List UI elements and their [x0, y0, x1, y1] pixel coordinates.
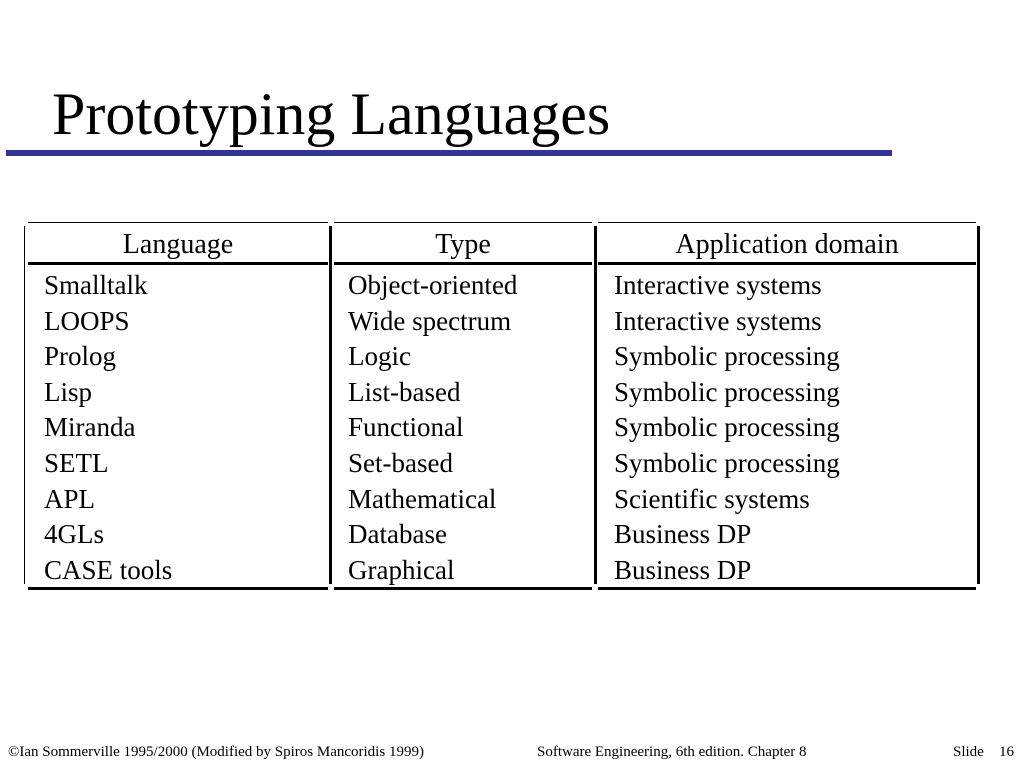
domain-cells — [598, 268, 976, 588]
cell-language: CASE tools — [44, 554, 173, 585]
column-divider — [594, 226, 597, 584]
cell-language: 4GLs — [44, 519, 104, 550]
cell-language: Miranda — [44, 412, 136, 443]
cell-type: Mathematical — [348, 483, 497, 514]
cell-domain: Scientific systems — [614, 483, 810, 514]
cell-type: List-based — [348, 376, 461, 407]
header-rule — [28, 262, 328, 265]
slide-title: Prototyping Languages — [52, 81, 611, 147]
footer-slide-label: Slide — [953, 744, 984, 760]
cell-language: Smalltalk — [44, 270, 148, 300]
cell-type: Object-oriented — [348, 270, 518, 300]
cell-language: Lisp — [44, 376, 93, 407]
cell-type: Wide spectrum — [348, 305, 512, 336]
header-application-domain: Application domain — [675, 229, 899, 260]
column-divider — [329, 226, 332, 584]
column-bottom-rule — [334, 587, 592, 590]
column-top-rule — [28, 222, 328, 223]
title-underline — [6, 150, 892, 156]
cell-language: SETL — [44, 447, 109, 478]
cell-domain: Business DP — [614, 554, 752, 585]
column-bottom-rule — [598, 587, 976, 590]
cell-language: APL — [44, 483, 96, 514]
cell-domain: Symbolic processing — [614, 447, 840, 478]
cell-type: Functional — [348, 412, 464, 443]
footer-copyright: ©Ian Sommerville 1995/2000 (Modified by Spiros Mancoridis 1999) — [8, 744, 424, 760]
header-rule — [334, 262, 592, 265]
cell-language: Prolog — [44, 341, 117, 372]
languages-table — [24, 222, 982, 590]
column-type — [334, 222, 592, 590]
cell-domain: Business DP — [614, 519, 752, 550]
cell-domain: Interactive systems — [614, 270, 822, 300]
column-top-rule — [334, 222, 592, 223]
column-top-rule — [598, 222, 976, 223]
cell-type: Database — [348, 519, 447, 550]
cell-domain: Symbolic processing — [614, 412, 840, 443]
cell-language: LOOPS — [44, 305, 130, 336]
cell-type: Set-based — [348, 447, 453, 478]
table-left-rule — [24, 226, 25, 584]
type-cells — [334, 268, 592, 588]
footer-book: Software Engineering, 6th edition. Chapter 8 — [537, 744, 807, 760]
column-language — [28, 222, 328, 590]
footer-slide-number: 16 — [999, 744, 1014, 760]
table-right-rule — [977, 226, 980, 584]
cell-domain: Symbolic processing — [614, 341, 840, 372]
cell-domain: Symbolic processing — [614, 376, 840, 407]
header-type: Type — [435, 229, 491, 260]
header-language: Language — [122, 229, 234, 260]
column-application-domain — [598, 222, 976, 590]
header-rule — [598, 262, 976, 265]
cell-type: Logic — [348, 341, 411, 372]
cell-domain: Interactive systems — [614, 305, 822, 336]
cell-type: Graphical — [348, 554, 455, 585]
language-cells — [28, 268, 328, 588]
column-bottom-rule — [28, 587, 328, 590]
